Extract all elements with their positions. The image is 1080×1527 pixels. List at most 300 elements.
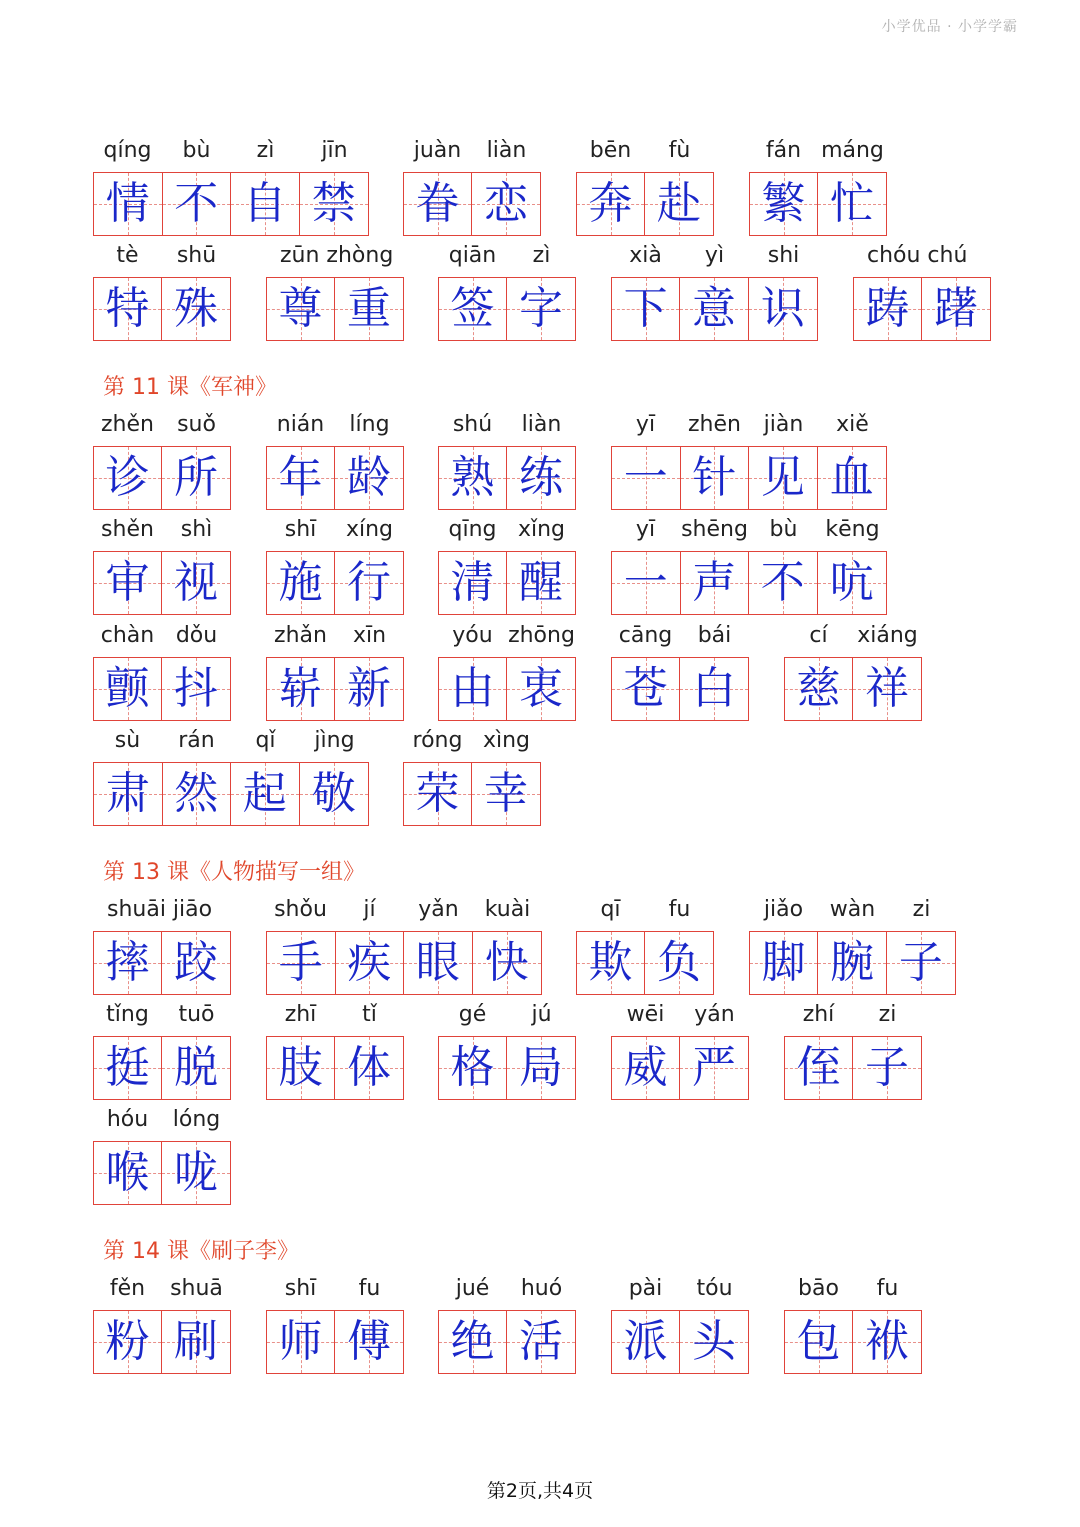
pinyin: fěn [109, 1276, 146, 1301]
grid-cell [335, 1037, 403, 1099]
tian-grid [403, 762, 541, 826]
hanzi-char: 不 [174, 178, 219, 229]
pinyin: zi [912, 897, 931, 922]
tian-grid [438, 277, 576, 341]
hanzi-char: 格 [450, 1042, 495, 1093]
pinyin-row [93, 243, 231, 277]
pinyin: cāng [618, 623, 673, 648]
grid-cell [680, 1037, 748, 1099]
pinyin-row [93, 1107, 231, 1141]
pinyin: yī [635, 412, 656, 437]
tian-grid [438, 657, 576, 721]
pinyin: shēng [681, 517, 748, 542]
pinyin: wēi [626, 1002, 665, 1027]
pinyin-row [266, 1002, 404, 1036]
hanzi-char: 繁 [761, 178, 806, 229]
lesson-title-11: 第 11 课《军神》 [103, 375, 277, 400]
grid-cell [439, 278, 507, 340]
grid-cell [231, 763, 300, 825]
vocab-word [266, 517, 404, 615]
pinyin: qiān [448, 243, 497, 268]
hanzi-char: 血 [829, 452, 874, 503]
pinyin: cí [809, 623, 828, 648]
hanzi-char: 疾 [347, 937, 392, 988]
grid-cell [681, 447, 750, 509]
pinyin: shǒu [274, 897, 327, 922]
grid-cell [612, 658, 680, 720]
tian-grid [784, 1310, 922, 1374]
grid-cell [680, 658, 748, 720]
hanzi-char: 侄 [796, 1042, 841, 1093]
hanzi-char: 袱 [865, 1316, 909, 1367]
tian-grid [576, 172, 714, 236]
grid-cell [335, 278, 403, 340]
pinyin-row [784, 623, 922, 657]
hanzi-char: 敬 [311, 768, 356, 819]
pinyin: shū [176, 243, 217, 268]
vocab-word [93, 1276, 231, 1374]
grid-cell [681, 552, 750, 614]
hanzi-char: 威 [623, 1042, 668, 1093]
grid-cell [162, 658, 230, 720]
hanzi-char: 起 [242, 768, 287, 819]
pinyin-row [93, 412, 231, 446]
tian-grid [266, 446, 404, 510]
tian-grid [853, 277, 991, 341]
grid-cell [818, 447, 887, 509]
pinyin-row [438, 1276, 576, 1310]
pinyin: zhí [802, 1002, 835, 1027]
grid-cell [94, 763, 163, 825]
hanzi-char: 视 [174, 557, 218, 608]
pinyin: zì [256, 138, 275, 163]
grid-cell [645, 932, 713, 994]
pinyin-row [438, 623, 576, 657]
grid-cell [749, 278, 817, 340]
grid-cell [335, 552, 403, 614]
lesson-title-14: 第 14 课《刷子李》 [103, 1239, 299, 1264]
hanzi-char: 腕 [830, 937, 875, 988]
hanzi-char: 崭 [278, 663, 323, 714]
pinyin: yóu [452, 623, 493, 648]
grid-cell [887, 932, 955, 994]
vocab-word [93, 1107, 231, 1205]
grid-cell [818, 552, 887, 614]
grid-cell [336, 932, 405, 994]
hanzi-char: 所 [174, 452, 218, 503]
vocab-word [749, 138, 887, 236]
tian-grid [611, 551, 887, 615]
pinyin-row [266, 412, 404, 446]
pinyin: tuō [178, 1002, 215, 1027]
hanzi-char: 年 [278, 452, 323, 503]
tian-grid [438, 551, 576, 615]
vocab-word [93, 897, 231, 995]
hanzi-char: 慈 [796, 663, 841, 714]
hanzi-char: 针 [692, 452, 737, 503]
vocab-word [93, 517, 231, 615]
pinyin: hóu [106, 1107, 149, 1132]
pinyin: jiǎo [763, 897, 804, 922]
pinyin-row [403, 138, 541, 172]
grid-cell [267, 278, 335, 340]
pinyin: kuài [484, 897, 531, 922]
hanzi-char: 局 [519, 1042, 563, 1093]
vocab-word [611, 412, 887, 510]
pinyin: zhěn [101, 412, 154, 437]
vocab-word [93, 623, 231, 721]
tian-grid [266, 277, 404, 341]
pinyin: yán [694, 1002, 735, 1027]
tian-grid [438, 1310, 576, 1374]
hanzi-char: 诊 [105, 452, 150, 503]
pinyin: qī [600, 897, 621, 922]
grid-cell [785, 1037, 853, 1099]
grid-cell [439, 552, 507, 614]
pinyin: xǐng [517, 517, 566, 542]
hanzi-char: 龄 [347, 452, 391, 503]
tian-grid [93, 172, 369, 236]
pinyin-row [853, 243, 991, 277]
vocab-word [853, 243, 991, 341]
hanzi-char: 眷 [415, 178, 460, 229]
hanzi-char: 重 [347, 283, 391, 334]
vocab-word [93, 243, 231, 341]
pinyin: bāo [798, 1276, 839, 1301]
grid-cell [162, 447, 230, 509]
hanzi-char: 一 [623, 452, 668, 503]
vocab-word [93, 138, 369, 236]
hanzi-char: 包 [796, 1316, 841, 1367]
grid-cell [162, 1142, 230, 1204]
hanzi-char: 清 [450, 557, 495, 608]
pinyin-row [93, 623, 231, 657]
grid-cell [335, 447, 403, 509]
pinyin-row [93, 517, 231, 551]
tian-grid [266, 657, 404, 721]
grid-cell [267, 932, 336, 994]
pinyin-row [438, 517, 576, 551]
pinyin: qīng [448, 517, 497, 542]
hanzi-char: 喉 [105, 1147, 150, 1198]
pinyin-row [266, 623, 404, 657]
hanzi-char: 抖 [174, 663, 218, 714]
vocab-word [611, 623, 749, 721]
pinyin-row [576, 138, 714, 172]
hanzi-char: 体 [347, 1042, 391, 1093]
hanzi-char: 荣 [415, 768, 460, 819]
pinyin-row [403, 728, 541, 762]
pinyin-row [749, 897, 956, 931]
hanzi-char: 摔 [105, 937, 150, 988]
pinyin: shì [180, 517, 213, 542]
grid-cell [507, 278, 575, 340]
hanzi-char: 派 [623, 1316, 668, 1367]
vocab-word [576, 897, 714, 995]
pinyin: shuāi jiāo [107, 897, 213, 922]
pinyin-row [93, 897, 231, 931]
pinyin-row [576, 897, 714, 931]
vocab-word [266, 1276, 404, 1374]
grid-cell [94, 447, 162, 509]
hanzi-char: 殊 [174, 283, 218, 334]
grid-cell [612, 278, 680, 340]
pinyin: bù [182, 138, 211, 163]
tian-grid [93, 1036, 231, 1100]
grid-cell [750, 932, 818, 994]
pinyin: shěn [101, 517, 154, 542]
hanzi-char: 子 [865, 1042, 909, 1093]
pinyin-row [93, 138, 369, 172]
pinyin-row [438, 1002, 576, 1036]
pinyin-row [93, 728, 369, 762]
pinyin: jīn [321, 138, 348, 163]
grid-cell [854, 278, 922, 340]
pinyin: shī [284, 1276, 317, 1301]
pinyin: shi [767, 243, 800, 268]
grid-cell [94, 552, 162, 614]
pinyin: róng [412, 728, 463, 753]
lesson-title-13: 第 13 课《人物描写一组》 [103, 860, 365, 885]
grid-cell [335, 658, 403, 720]
hanzi-char: 恋 [484, 178, 528, 229]
hanzi-char: 脱 [174, 1042, 218, 1093]
pinyin: xiě [836, 412, 869, 437]
pinyin: zi [878, 1002, 897, 1027]
pinyin: yì [704, 243, 725, 268]
pinyin: tǐng [106, 1002, 149, 1027]
pinyin-row [266, 243, 404, 277]
tian-grid [438, 446, 576, 510]
pinyin: zūn zhòng [280, 243, 394, 268]
hanzi-char: 严 [692, 1042, 736, 1093]
pinyin: yī [635, 517, 656, 542]
hanzi-char: 练 [519, 452, 563, 503]
tian-grid [611, 446, 887, 510]
hanzi-char: 识 [760, 283, 805, 334]
pinyin-row [611, 1002, 749, 1036]
vocab-word [576, 138, 714, 236]
pinyin: rán [178, 728, 215, 753]
tian-grid [749, 931, 956, 995]
hanzi-char: 欺 [588, 937, 633, 988]
grid-cell [577, 932, 645, 994]
grid-cell [507, 447, 575, 509]
pinyin: liàn [521, 412, 562, 437]
grid-cell [162, 1037, 230, 1099]
hanzi-char: 绝 [450, 1316, 495, 1367]
grid-cell [507, 1311, 575, 1373]
grid-cell [507, 1037, 575, 1099]
header-text: 小学优品 · 小学学霸 [881, 19, 1018, 35]
pinyin-row [611, 517, 887, 551]
pinyin-row [438, 243, 576, 277]
vocab-word [438, 1002, 576, 1100]
grid-cell [785, 658, 853, 720]
vocab-word [266, 897, 542, 995]
hanzi-char: 见 [760, 452, 805, 503]
grid-cell [94, 278, 162, 340]
hanzi-char: 脚 [761, 937, 806, 988]
grid-cell [853, 1311, 921, 1373]
tian-grid [93, 931, 231, 995]
grid-cell [818, 173, 886, 235]
hanzi-char: 下 [623, 283, 668, 334]
hanzi-char: 尊 [278, 283, 323, 334]
hanzi-char: 新 [347, 663, 391, 714]
pinyin: xiáng [857, 623, 918, 648]
grid-cell [300, 763, 369, 825]
pinyin: qǐ [255, 728, 276, 753]
grid-cell [163, 173, 232, 235]
grid-cell [750, 173, 818, 235]
pinyin-row [266, 1276, 404, 1310]
vocab-word [438, 1276, 576, 1374]
grid-cell [507, 658, 575, 720]
vocab-word [93, 1002, 231, 1100]
tian-grid [93, 277, 231, 341]
hanzi-char: 意 [692, 283, 737, 334]
hanzi-char: 傅 [347, 1316, 391, 1367]
grid-cell [853, 1037, 921, 1099]
grid-cell [162, 552, 230, 614]
tian-grid [93, 551, 231, 615]
hanzi-char: 醒 [519, 557, 563, 608]
pinyin-row [611, 623, 749, 657]
tian-grid [93, 1310, 231, 1374]
vocab-word [93, 412, 231, 510]
tian-grid [784, 657, 922, 721]
vocab-word [438, 623, 576, 721]
grid-cell [267, 658, 335, 720]
pinyin: fán [765, 138, 802, 163]
pinyin: huó [520, 1276, 563, 1301]
pinyin: zì [532, 243, 551, 268]
hanzi-char: 子 [898, 937, 943, 988]
grid-cell [612, 447, 681, 509]
grid-cell [162, 932, 230, 994]
pinyin: suǒ [177, 412, 216, 437]
pinyin: wàn [829, 897, 876, 922]
vocab-word [266, 243, 404, 341]
pinyin-row [93, 1276, 231, 1310]
pinyin-row [611, 1276, 749, 1310]
grid-cell [231, 173, 300, 235]
pinyin: gé [458, 1002, 487, 1027]
hanzi-char: 颤 [105, 663, 150, 714]
pinyin: fù [668, 138, 691, 163]
grid-cell [612, 1037, 680, 1099]
vocab-word [266, 623, 404, 721]
pinyin: liàn [486, 138, 527, 163]
hanzi-char: 苍 [623, 663, 668, 714]
pinyin: fu [876, 1276, 899, 1301]
pinyin: fu [668, 897, 691, 922]
tian-grid [93, 446, 231, 510]
tian-grid [403, 172, 541, 236]
hanzi-char: 幸 [484, 768, 528, 819]
hanzi-char: 肢 [278, 1042, 323, 1093]
hanzi-char: 吭 [829, 557, 874, 608]
pinyin-row [784, 1002, 922, 1036]
vocab-word [611, 243, 818, 341]
tian-grid [576, 931, 714, 995]
pinyin: pài [628, 1276, 663, 1301]
hanzi-char: 咙 [174, 1147, 218, 1198]
grid-cell [162, 278, 230, 340]
vocab-word [266, 1002, 404, 1100]
pinyin: zhōng [508, 623, 575, 648]
grid-cell [94, 658, 162, 720]
grid-cell [335, 1311, 403, 1373]
tian-grid [93, 762, 369, 826]
pinyin: xià [629, 243, 662, 268]
pinyin-row [93, 1002, 231, 1036]
grid-cell [94, 932, 162, 994]
pinyin: zhī [284, 1002, 317, 1027]
grid-cell [439, 447, 507, 509]
hanzi-char: 活 [519, 1316, 563, 1367]
tian-grid [266, 551, 404, 615]
grid-cell [818, 932, 886, 994]
pinyin: bù [769, 517, 798, 542]
grid-cell [439, 658, 507, 720]
tian-grid [611, 657, 749, 721]
grid-cell [749, 552, 818, 614]
hanzi-char: 粉 [105, 1316, 150, 1367]
vocab-word [438, 243, 576, 341]
grid-cell [404, 173, 472, 235]
hanzi-char: 由 [450, 663, 495, 714]
pinyin: jú [531, 1002, 552, 1027]
grid-cell [267, 447, 335, 509]
pinyin: jué [455, 1276, 490, 1301]
hanzi-char: 熟 [450, 452, 495, 503]
vocab-word [438, 412, 576, 510]
grid-cell [853, 658, 921, 720]
vocab-word [784, 1002, 922, 1100]
grid-cell [267, 1037, 335, 1099]
grid-cell [94, 1311, 162, 1373]
hanzi-char: 签 [450, 283, 495, 334]
pinyin: jìng [314, 728, 355, 753]
grid-cell [473, 932, 542, 994]
hanzi-char: 字 [519, 283, 563, 334]
hanzi-char: 禁 [311, 178, 356, 229]
pinyin: chóu chú [867, 243, 968, 268]
pinyin-row [266, 897, 542, 931]
grid-cell [507, 552, 575, 614]
tian-grid [266, 1036, 404, 1100]
grid-cell [94, 1142, 162, 1204]
vocab-word [266, 412, 404, 510]
pinyin: nián [276, 412, 325, 437]
grid-cell [404, 763, 472, 825]
pinyin: tǐ [362, 1002, 377, 1027]
hanzi-char: 挺 [105, 1042, 150, 1093]
hanzi-char: 施 [278, 557, 323, 608]
hanzi-char: 行 [347, 557, 391, 608]
grid-cell [472, 173, 540, 235]
pinyin: fu [358, 1276, 381, 1301]
hanzi-char: 奔 [588, 178, 633, 229]
hanzi-char: 然 [174, 768, 219, 819]
hanzi-char: 不 [760, 557, 805, 608]
grid-cell [267, 1311, 335, 1373]
pinyin: juàn [413, 138, 462, 163]
hanzi-char: 忙 [830, 178, 874, 229]
hanzi-char: 眼 [415, 937, 460, 988]
